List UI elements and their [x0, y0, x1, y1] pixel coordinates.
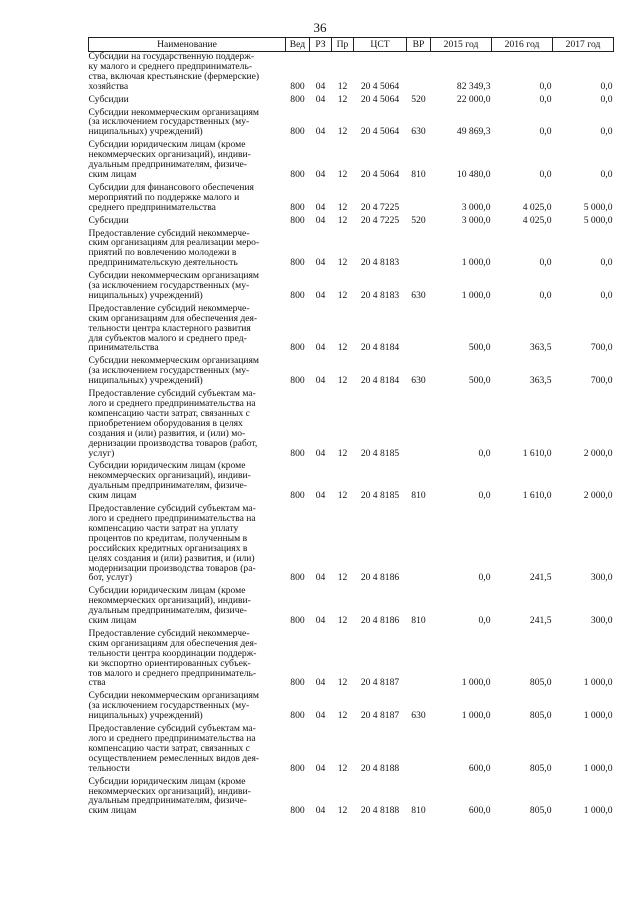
cell-2015: 600,0: [468, 805, 491, 817]
cell-2015: 1 000,0: [461, 289, 491, 301]
cell-name-line: тельности центра кластерного развития: [88, 322, 251, 334]
cell-pr: 12: [337, 257, 348, 269]
cell-2017: 2 000,0: [583, 447, 613, 459]
cell-name: [89, 268, 286, 301]
cell-2015: 1 000,0: [461, 710, 491, 722]
cell-name-line: ниципальных) учреждений): [88, 375, 203, 387]
cell-ved: 800: [290, 615, 305, 627]
cell-2015: 1 000,0: [461, 677, 491, 689]
cell-name: [89, 92, 286, 105]
cell-name: [89, 721, 286, 774]
cell-name-line: мероприятий по поддержке малого и: [88, 191, 240, 203]
cell-rz: 04: [315, 762, 326, 774]
cell-2016: 0,0: [539, 80, 552, 92]
cell-name: [89, 353, 286, 386]
cell-2017: 700,0: [590, 342, 613, 354]
cell-vr: [407, 626, 431, 688]
cell-name: [89, 105, 286, 138]
cell-name-line: российских кредитных организациях в: [88, 542, 248, 554]
cell-name-line: ским лицам: [88, 805, 137, 817]
cell-name-line: компенсацию части затрат, связанных с: [88, 407, 250, 419]
cell-name-line: процентов по кредитам, полученным в: [88, 532, 248, 544]
cell-name-line: (за исключением государственных (му-: [88, 116, 250, 128]
cell-pr: 12: [337, 805, 348, 817]
header-ved: Вед: [286, 38, 310, 52]
cell-2016: 805,0: [529, 710, 552, 722]
cell-vr: 810: [411, 490, 426, 502]
cell-pr: 12: [337, 168, 348, 180]
cell-name-line: дуальным предпринимателям, физиче-: [88, 480, 247, 492]
cell-name-line: ниципальных) учреждений): [88, 289, 203, 301]
cell-pr: 12: [337, 447, 348, 459]
header-name: Наименование: [89, 38, 286, 52]
cell-2015: 0,0: [478, 490, 491, 502]
cell-2016: 0,0: [539, 126, 552, 138]
cell-ved: 800: [290, 447, 305, 459]
cell-vr: [407, 226, 431, 269]
cell-name-line: тов малого и среднего предприниматель-: [88, 667, 257, 679]
cell-2016: 241,5: [529, 615, 552, 627]
header-rz: РЗ: [310, 38, 332, 52]
cell-2016: 0,0: [539, 93, 552, 105]
cell-name-line: тельности: [88, 762, 130, 774]
cell-rz: 04: [315, 289, 326, 301]
cell-cst: 20 4 8184: [360, 375, 400, 387]
cell-ved: 800: [290, 168, 305, 180]
cell-pr: 12: [337, 572, 348, 584]
cell-ved: 800: [290, 677, 305, 689]
cell-vr: 810: [411, 168, 426, 180]
cell-name: [89, 180, 286, 213]
cell-name-line: для субъектов малого и среднего пред-: [88, 332, 247, 344]
cell-pr: 12: [337, 289, 348, 301]
cell-cst: 20 4 8186: [360, 615, 400, 627]
page-number: 36: [313, 20, 327, 35]
cell-ved: 800: [290, 80, 305, 92]
cell-vr: 810: [411, 615, 426, 627]
cell-2016: 0,0: [539, 168, 552, 180]
cell-cst: 20 4 7225: [360, 201, 400, 213]
cell-vr: [407, 386, 431, 458]
cell-cst: 20 4 8188: [360, 805, 400, 817]
table-row: [89, 268, 614, 301]
cell-2015: 49 869,3: [456, 126, 491, 138]
cell-name-line: целях создания и (или) развития, и (или): [88, 552, 255, 564]
cell-name-line: ским организациям для реализации меро-: [88, 237, 260, 249]
cell-cst: 20 4 8183: [360, 289, 400, 301]
cell-2017: 2 000,0: [583, 490, 613, 502]
cell-2017: 1 000,0: [583, 805, 613, 817]
cell-name-line: приятий по вовлечению молодежи в: [88, 247, 237, 259]
cell-name-line: хозяйства: [88, 80, 129, 92]
cell-cst: 20 4 8187: [360, 710, 400, 722]
cell-2017: 700,0: [590, 375, 613, 387]
cell-2017: 0,0: [600, 126, 613, 138]
cell-2015: 10 480,0: [456, 168, 491, 180]
cell-rz: 04: [315, 375, 326, 387]
cell-name-line: Субсидии юридическим лицам (кроме: [88, 775, 246, 787]
cell-name-line: ства, включая крестьянские (фермерские): [88, 70, 260, 82]
table-row: [89, 180, 614, 213]
cell-vr: 630: [411, 375, 426, 387]
cell-cst: 20 4 8185: [360, 447, 400, 459]
table-row: [89, 137, 614, 180]
cell-name: [89, 626, 286, 688]
cell-ved: 800: [290, 289, 305, 301]
cell-2015: 3 000,0: [461, 201, 491, 213]
cell-name-line: лого и среднего предпринимательства на: [88, 512, 256, 524]
cell-name-line: принимательства: [88, 342, 159, 354]
header-2017: 2017 год: [553, 38, 614, 52]
cell-name-line: ским лицам: [88, 168, 137, 180]
cell-cst: 20 4 8188: [360, 762, 400, 774]
cell-rz: 04: [315, 126, 326, 138]
cell-name-line: создания и (или) развития, и (или) мо-: [88, 427, 246, 439]
header-pr: Пр: [332, 38, 354, 52]
cell-name-line: ку малого и среднего предприниматель-: [88, 60, 253, 72]
cell-cst: 20 4 8183: [360, 257, 400, 269]
cell-rz: 04: [315, 342, 326, 354]
cell-2016: 4 025,0: [522, 214, 552, 226]
cell-name-line: ским лицам: [88, 615, 137, 627]
table-row: [89, 301, 614, 354]
cell-rz: 04: [315, 677, 326, 689]
cell-name: [89, 583, 286, 626]
cell-name-line: ским организациям для обеспечения дея-: [88, 637, 258, 649]
cell-rz: 04: [315, 710, 326, 722]
cell-ved: 800: [290, 257, 305, 269]
cell-name-line: некоммерческих организаций), индиви-: [88, 470, 251, 482]
cell-name: [89, 458, 286, 501]
cell-name-line: Субсидии: [88, 214, 129, 226]
header-2015: 2015 год: [431, 38, 492, 52]
cell-vr: 630: [411, 710, 426, 722]
cell-name-line: Субсидии юридическим лицам (кроме: [88, 460, 246, 472]
cell-name-line: Субсидии некоммерческим организациям: [88, 106, 259, 118]
cell-name-line: компенсацию части затрат, связанных с: [88, 742, 250, 754]
cell-rz: 04: [315, 80, 326, 92]
cell-pr: 12: [337, 710, 348, 722]
table-body: [89, 52, 614, 817]
cell-name-line: компенсацию части затрат на уплату: [88, 522, 239, 534]
cell-2016: 0,0: [539, 257, 552, 269]
cell-vr: 520: [411, 214, 426, 226]
cell-2017: 5 000,0: [583, 201, 613, 213]
cell-name: [89, 386, 286, 458]
cell-rz: 04: [315, 201, 326, 213]
cell-2015: 0,0: [478, 572, 491, 584]
table-row: [89, 353, 614, 386]
cell-name-line: некоммерческих организаций), индиви-: [88, 595, 251, 607]
cell-name-line: приобретением оборудования в целях: [88, 417, 243, 429]
cell-vr: 630: [411, 289, 426, 301]
cell-ved: 800: [290, 572, 305, 584]
cell-2016: 363,5: [529, 342, 552, 354]
cell-pr: 12: [337, 490, 348, 502]
cell-rz: 04: [315, 257, 326, 269]
cell-2016: 805,0: [529, 805, 552, 817]
cell-name: [89, 213, 286, 226]
cell-vr: 630: [411, 126, 426, 138]
cell-2016: 241,5: [529, 572, 552, 584]
cell-name-line: модернизации производства товаров (ра-: [88, 562, 256, 574]
cell-name-line: Субсидии: [88, 93, 129, 105]
cell-ved: 800: [290, 805, 305, 817]
cell-2015: 82 349,3: [456, 80, 491, 92]
cell-ved: 800: [290, 214, 305, 226]
cell-cst: 20 4 5064: [360, 126, 400, 138]
table-row: [89, 626, 614, 688]
table-row: [89, 52, 614, 92]
cell-name: [89, 301, 286, 354]
cell-name-line: ским лицам: [88, 490, 137, 502]
cell-name-line: (за исключением государственных (му-: [88, 280, 250, 292]
cell-rz: 04: [315, 490, 326, 502]
cell-2015: 1 000,0: [461, 257, 491, 269]
cell-cst: 20 4 5064: [360, 80, 400, 92]
cell-pr: 12: [337, 201, 348, 213]
cell-cst: 20 4 8184: [360, 342, 400, 354]
cell-rz: 04: [315, 615, 326, 627]
cell-name: [89, 137, 286, 180]
cell-rz: 04: [315, 447, 326, 459]
cell-vr: [407, 501, 431, 583]
cell-pr: 12: [337, 615, 348, 627]
cell-name-line: Субсидии для финансового обеспечения: [88, 181, 254, 193]
cell-name: [89, 774, 286, 817]
cell-name-line: Субсидии некоммерческим организациям: [88, 270, 259, 282]
table-row: [89, 213, 614, 226]
cell-name: [89, 501, 286, 583]
cell-name-line: Субсидии некоммерческим организациям: [88, 355, 259, 367]
cell-2017: 5 000,0: [583, 214, 613, 226]
cell-cst: 20 4 5064: [360, 168, 400, 180]
cell-2015: 0,0: [478, 447, 491, 459]
table-row: [89, 458, 614, 501]
cell-name-line: среднего предпринимательства: [88, 201, 216, 213]
table-header: [89, 38, 614, 52]
cell-name-line: лого и среднего предпринимательства на: [88, 733, 256, 744]
table-row: [89, 105, 614, 138]
cell-name-line: дернизации производства товаров (работ,: [88, 437, 258, 449]
cell-2016: 1 610,0: [522, 447, 552, 459]
cell-2015: 500,0: [468, 375, 491, 387]
cell-ved: 800: [290, 342, 305, 354]
cell-2015: 3 000,0: [461, 214, 491, 226]
cell-ved: 800: [290, 201, 305, 213]
cell-name-line: Предоставление субсидий некоммерче-: [88, 227, 250, 239]
cell-vr: 520: [411, 93, 426, 105]
cell-2016: 363,5: [529, 375, 552, 387]
cell-2017: 0,0: [600, 289, 613, 301]
cell-2016: 1 610,0: [522, 490, 552, 502]
cell-name-line: Субсидии юридическим лицам (кроме: [88, 139, 246, 151]
table-row: [89, 583, 614, 626]
cell-name-line: предпринимательскую деятельность: [88, 257, 238, 269]
cell-2016: 4 025,0: [522, 201, 552, 213]
cell-ved: 800: [290, 93, 305, 105]
cell-name-line: услуг): [88, 447, 115, 459]
cell-cst: 20 4 8187: [360, 677, 400, 689]
cell-name-line: Предоставление субсидий субъектам ма-: [88, 388, 256, 400]
cell-vr: 810: [411, 805, 426, 817]
cell-rz: 04: [315, 214, 326, 226]
cell-2017: 0,0: [600, 80, 613, 92]
cell-cst: 20 4 7225: [360, 214, 400, 226]
cell-ved: 800: [290, 490, 305, 502]
cell-ved: 800: [290, 375, 305, 387]
cell-name-line: дуальным предпринимателям, физиче-: [88, 605, 247, 617]
cell-2017: 0,0: [600, 93, 613, 105]
table-row: [89, 721, 614, 774]
table-row: [89, 386, 614, 458]
cell-rz: 04: [315, 805, 326, 817]
cell-pr: 12: [337, 677, 348, 689]
cell-name-line: осуществлением ремесленных видов дея-: [88, 752, 260, 764]
cell-2015: 600,0: [468, 762, 491, 774]
cell-2017: 1 000,0: [583, 677, 613, 689]
header-cst: ЦСТ: [354, 38, 407, 52]
cell-2017: 300,0: [590, 615, 613, 627]
cell-name-line: Предоставление субсидий субъектам ма-: [88, 723, 256, 735]
cell-name-line: некоммерческих организаций), индиви-: [88, 785, 251, 797]
cell-rz: 04: [315, 168, 326, 180]
cell-pr: 12: [337, 375, 348, 387]
cell-name-line: (за исключением государственных (му-: [88, 700, 250, 712]
header-vr: ВР: [407, 38, 431, 52]
cell-name-line: Предоставление субсидий субъектам ма-: [88, 503, 256, 515]
cell-vr: [407, 301, 431, 354]
cell-name-line: Предоставление субсидий некоммерче-: [88, 302, 250, 314]
cell-name-line: ниципальных) учреждений): [88, 126, 203, 138]
cell-2017: 300,0: [590, 572, 613, 584]
cell-ved: 800: [290, 710, 305, 722]
cell-name-line: бот, услуг): [88, 572, 133, 584]
cell-2017: 0,0: [600, 168, 613, 180]
cell-name-line: Предоставление субсидий некоммерче-: [88, 627, 250, 639]
cell-2016: 0,0: [539, 289, 552, 301]
cell-name-line: Субсидии на государственную поддерж-: [88, 51, 255, 62]
cell-2017: 1 000,0: [583, 762, 613, 774]
cell-rz: 04: [315, 93, 326, 105]
cell-2016: 805,0: [529, 677, 552, 689]
cell-name-line: ниципальных) учреждений): [88, 710, 203, 722]
table-row: [89, 92, 614, 105]
cell-name-line: ства: [88, 677, 106, 689]
cell-pr: 12: [337, 126, 348, 138]
cell-2017: 1 000,0: [583, 710, 613, 722]
cell-name-line: дуальным предпринимателям, физиче-: [88, 159, 247, 171]
cell-pr: 12: [337, 214, 348, 226]
cell-2015: 500,0: [468, 342, 491, 354]
table-row: [89, 501, 614, 583]
cell-cst: 20 4 8186: [360, 572, 400, 584]
cell-2017: 0,0: [600, 257, 613, 269]
cell-name-line: Субсидии юридическим лицам (кроме: [88, 585, 246, 597]
header-2016: 2016 год: [492, 38, 553, 52]
table-row: [89, 226, 614, 269]
cell-2015: 22 000,0: [456, 93, 491, 105]
cell-ved: 800: [290, 126, 305, 138]
cell-name-line: (за исключением государственных (му-: [88, 365, 250, 377]
cell-rz: 04: [315, 572, 326, 584]
cell-cst: 20 4 8185: [360, 490, 400, 502]
budget-table: [88, 37, 614, 816]
cell-vr: [407, 180, 431, 213]
cell-name-line: лого и среднего предпринимательства на: [88, 398, 256, 409]
cell-name: [89, 688, 286, 721]
cell-2016: 805,0: [529, 762, 552, 774]
cell-name-line: ским организациям для обеспечения дея-: [88, 312, 258, 324]
cell-ved: 800: [290, 762, 305, 774]
cell-name-line: некоммерческих организаций), индиви-: [88, 149, 251, 161]
cell-name: [89, 52, 286, 92]
cell-name-line: ки экспортно ориентированных субъек-: [88, 657, 251, 669]
cell-cst: 20 4 5064: [360, 93, 400, 105]
cell-pr: 12: [337, 93, 348, 105]
cell-name: [89, 226, 286, 269]
table-row: [89, 688, 614, 721]
cell-pr: 12: [337, 342, 348, 354]
table-row: [89, 774, 614, 817]
cell-pr: 12: [337, 80, 348, 92]
cell-name-line: Субсидии некоммерческим организациям: [88, 690, 259, 702]
cell-name-line: дуальным предпринимателям, физиче-: [88, 795, 247, 807]
cell-pr: 12: [337, 762, 348, 774]
cell-vr: [407, 52, 431, 92]
cell-vr: [407, 721, 431, 774]
cell-name-line: тельности центра координации поддерж-: [88, 647, 257, 659]
cell-2015: 0,0: [478, 615, 491, 627]
